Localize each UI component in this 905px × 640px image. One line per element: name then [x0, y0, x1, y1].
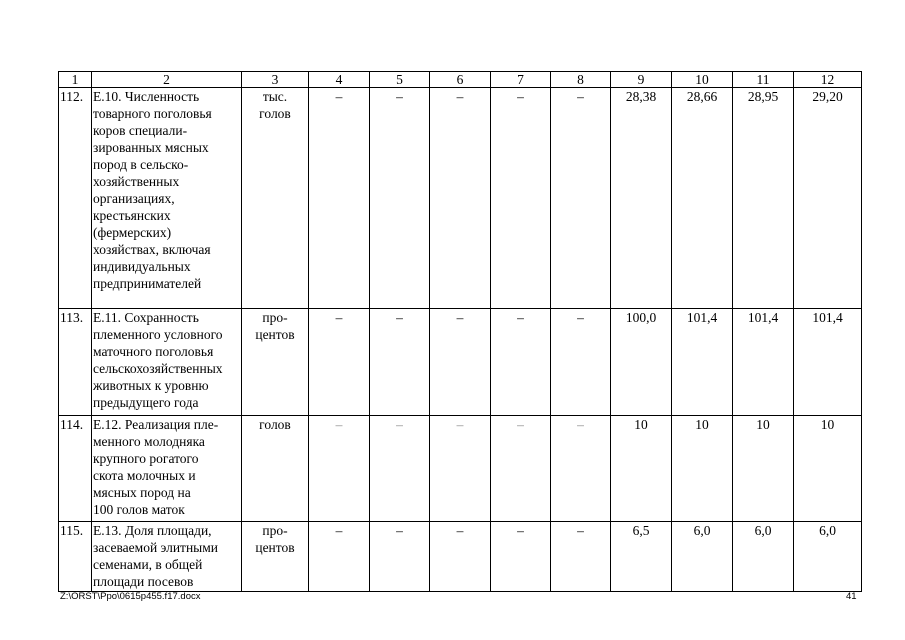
dash-cell: – [551, 416, 611, 522]
value-cell: 29,20 [794, 88, 862, 309]
value-cell: 101,4 [794, 309, 862, 416]
value-cell: 28,38 [611, 88, 672, 309]
dash-cell: – [430, 522, 491, 592]
value-cell: 10 [733, 416, 794, 522]
column-header: 3 [242, 72, 309, 88]
dash-cell: – [491, 309, 551, 416]
column-header: 5 [370, 72, 430, 88]
unit-cell: про- центов [242, 522, 309, 592]
indicator-name: Е.13. Доля площади, засеваемой элитными семенами, в общей площади посевов [92, 522, 242, 592]
row-number: 114. [59, 416, 92, 522]
column-header: 1 [59, 72, 92, 88]
value-cell: 6,0 [672, 522, 733, 592]
column-header: 10 [672, 72, 733, 88]
value-cell: 10 [611, 416, 672, 522]
dash-cell: – [491, 416, 551, 522]
dash-cell: – [370, 88, 430, 309]
footer-file-path: Z:\ORST\Ppo\0615p455.f17.docx [60, 591, 201, 602]
value-cell: 101,4 [672, 309, 733, 416]
dash-cell: – [430, 416, 491, 522]
value-cell: 100,0 [611, 309, 672, 416]
column-header: 12 [794, 72, 862, 88]
value-cell: 10 [672, 416, 733, 522]
table-row [59, 88, 862, 309]
row-number: 112. [59, 88, 92, 309]
dash-cell: – [309, 88, 370, 309]
column-header: 2 [92, 72, 242, 88]
row-number: 115. [59, 522, 92, 592]
value-cell: 101,4 [733, 309, 794, 416]
indicator-name: Е.10. Численность товарного поголовья коров специали- зированных мясных пород в сельско- хозяйственных организациях, крестьянских (фермерских) хозяйствах, включая индивидуальных предпринимателей [92, 88, 242, 309]
column-header: 8 [551, 72, 611, 88]
dash-cell: – [370, 309, 430, 416]
value-cell: 6,0 [794, 522, 862, 592]
indicator-name: Е.12. Реализация пле- менного молодняка крупного рогатого скота молочных и мясных пород на 100 голов маток [92, 416, 242, 522]
table-row [59, 416, 862, 522]
header-row [59, 72, 862, 88]
dash-cell: – [551, 522, 611, 592]
page-number: 41 [846, 591, 857, 602]
dash-cell: – [430, 309, 491, 416]
dash-cell: – [491, 522, 551, 592]
data-table [58, 71, 862, 592]
column-header: 9 [611, 72, 672, 88]
column-header: 6 [430, 72, 491, 88]
dash-cell: – [309, 309, 370, 416]
dash-cell: – [370, 416, 430, 522]
value-cell: 6,5 [611, 522, 672, 592]
row-number: 113. [59, 309, 92, 416]
unit-cell: голов [242, 416, 309, 522]
column-header: 11 [733, 72, 794, 88]
dash-cell: – [430, 88, 491, 309]
unit-cell: тыс. голов [242, 88, 309, 309]
dash-cell: – [491, 88, 551, 309]
unit-cell: про- центов [242, 309, 309, 416]
value-cell: 28,95 [733, 88, 794, 309]
table-row [59, 309, 862, 416]
value-cell: 28,66 [672, 88, 733, 309]
dash-cell: – [309, 416, 370, 522]
table-row [59, 522, 862, 592]
dash-cell: – [551, 88, 611, 309]
column-header: 7 [491, 72, 551, 88]
value-cell: 10 [794, 416, 862, 522]
dash-cell: – [551, 309, 611, 416]
column-header: 4 [309, 72, 370, 88]
dash-cell: – [370, 522, 430, 592]
dash-cell: – [309, 522, 370, 592]
value-cell: 6,0 [733, 522, 794, 592]
indicator-name: Е.11. Сохранность племенного условного маточного поголовья сельскохозяйственных животных к уровню предыдущего года [92, 309, 242, 416]
